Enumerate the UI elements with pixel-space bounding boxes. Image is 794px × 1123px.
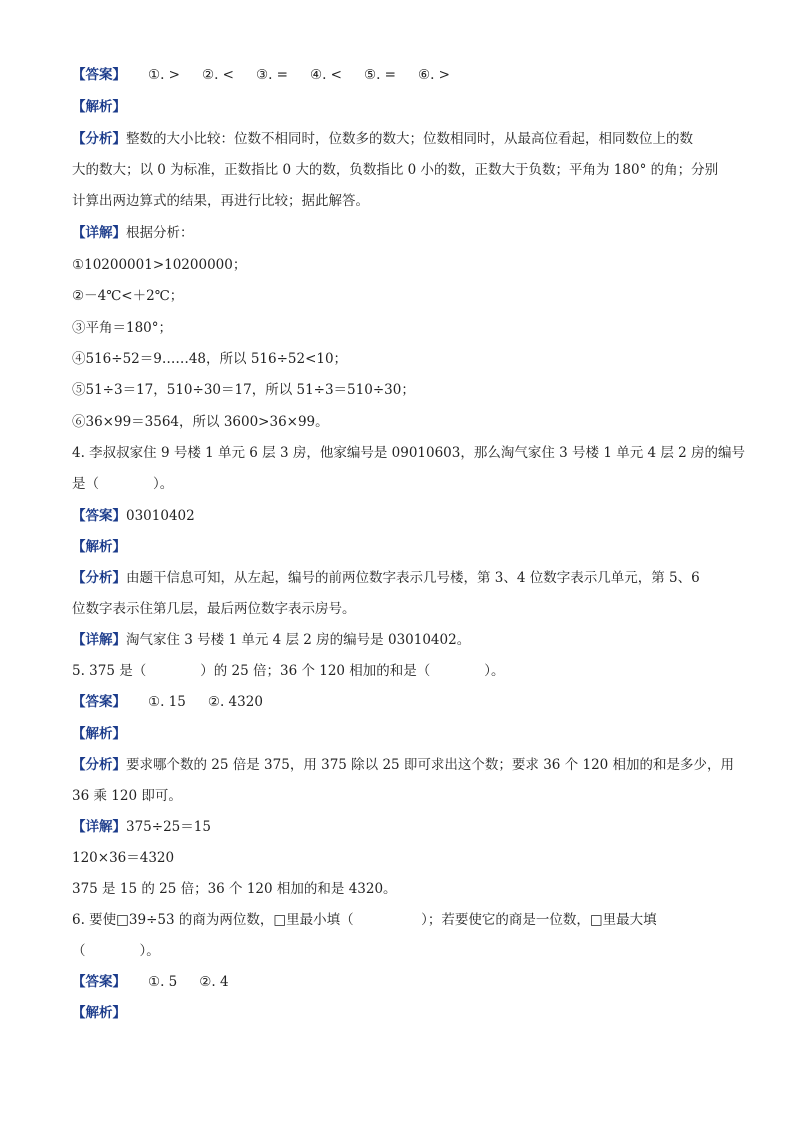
q3-detail-line-5: ⑤51÷3＝17，510÷30＝17，所以 51÷3＝510÷30；: [72, 382, 415, 398]
q6-analysis-heading: 【解析】: [72, 1005, 126, 1021]
q3-detail-line-1: ①10200001>10200000；: [72, 257, 247, 273]
q3-detail-line-3: ③平角＝180°；: [72, 320, 173, 336]
q5-detail-line-3: 375 是 15 的 25 倍；36 个 120 相加的和是 4320。: [72, 881, 397, 897]
q4-answer: 03010402: [126, 508, 195, 524]
q6-question-line-1: 6. 要使□39÷53 的商为两位数，□里最小填（ ）；若要使它的商是一位数，□里最大填: [72, 912, 657, 928]
q4-answer-row: 【答案】03010402: [72, 508, 195, 524]
q4-analysis-line-2: 位数字表示住第几层，最后两位数字表示房号。: [72, 601, 356, 617]
q3-answer-4: ④. <: [310, 67, 342, 83]
q4-analysis-heading: 【解析】: [72, 539, 126, 555]
q6-answer-1: ①. 5: [148, 974, 178, 990]
q5-detail-line-2: 120×36＝4320: [72, 850, 175, 866]
detail-label: 【详解】: [72, 225, 126, 241]
q3-answer-6: ⑥. >: [418, 67, 450, 83]
q3-detail-line-6: ⑥36×99＝3564，所以 3600>36×99。: [72, 414, 329, 430]
q3-answer-5: ⑤. =: [364, 67, 396, 83]
q6-answer-row: 【答案】 ①. 5 ②. 4: [72, 974, 229, 990]
q5-detail-line-1: 【详解】375÷25＝15: [72, 819, 211, 835]
q3-detail-intro: 【详解】根据分析：: [72, 225, 194, 241]
analysis-label: 【分析】: [72, 131, 126, 147]
q3-detail-line-4: ④516÷52＝9……48，所以 516÷52<10；: [72, 351, 348, 367]
answer-label: 【答案】: [72, 67, 126, 83]
q3-answer-row: [72, 66, 450, 84]
q3-analysis-heading: 【解析】: [72, 99, 126, 115]
q6-answer-2: ②. 4: [199, 974, 229, 990]
q3-detail-line-2: ②－4℃<＋2℃；: [72, 288, 184, 304]
q3-analysis-line-2: 大的数大；以 0 为标准，正数指比 0 大的数，负数指比 0 小的数，正数大于负数；平角为 180° 的角；分别: [72, 162, 719, 178]
q5-question: 5. 375 是（ ）的 25 倍；36 个 120 相加的和是（ ）。: [72, 663, 505, 679]
q4-analysis-line-1: 【分析】由题干信息可知，从左起，编号的前两位数字表示几号楼，第 3、4 位数字表示几单元，第 5、6: [72, 570, 700, 586]
q4-question-line-2: 是（ ）。: [72, 476, 174, 492]
q3-analysis-line-3: 计算出两边算式的结果，再进行比较；据此解答。: [72, 193, 369, 209]
q5-answer-2: ②. 4320: [207, 694, 263, 710]
q6-question-line-2: （ ）。: [72, 943, 160, 959]
q3-analysis-line-1: 【分析】整数的大小比较：位数不相同时，位数多的数大；位数相同时，从最高位看起，相同数位上的数: [72, 131, 693, 147]
q5-analysis-line-2: 36 乘 120 即可。: [72, 788, 182, 804]
q3-answer-1: ①. >: [148, 67, 180, 83]
q5-answer-row: 【答案】 ①. 15 ②. 4320: [72, 694, 263, 710]
q4-detail: 【详解】淘气家住 3 号楼 1 单元 4 层 2 房的编号是 03010402。: [72, 632, 471, 648]
q5-answer-1: ①. 15: [148, 694, 186, 710]
q5-analysis-line-1: 【分析】要求哪个数的 25 倍是 375，用 375 除以 25 即可求出这个数；要求 36 个 120 相加的和是多少，用: [72, 757, 735, 773]
q5-analysis-heading: 【解析】: [72, 726, 126, 742]
q4-question-line-1: 4. 李叔叔家住 9 号楼 1 单元 6 层 3 房，他家编号是 09010603，那么淘气家住 3 号楼 1 单元 4 层 2 房的编号: [72, 445, 746, 461]
q3-answer-3: ③. =: [256, 67, 288, 83]
q3-answer-2: ②. <: [202, 67, 234, 83]
